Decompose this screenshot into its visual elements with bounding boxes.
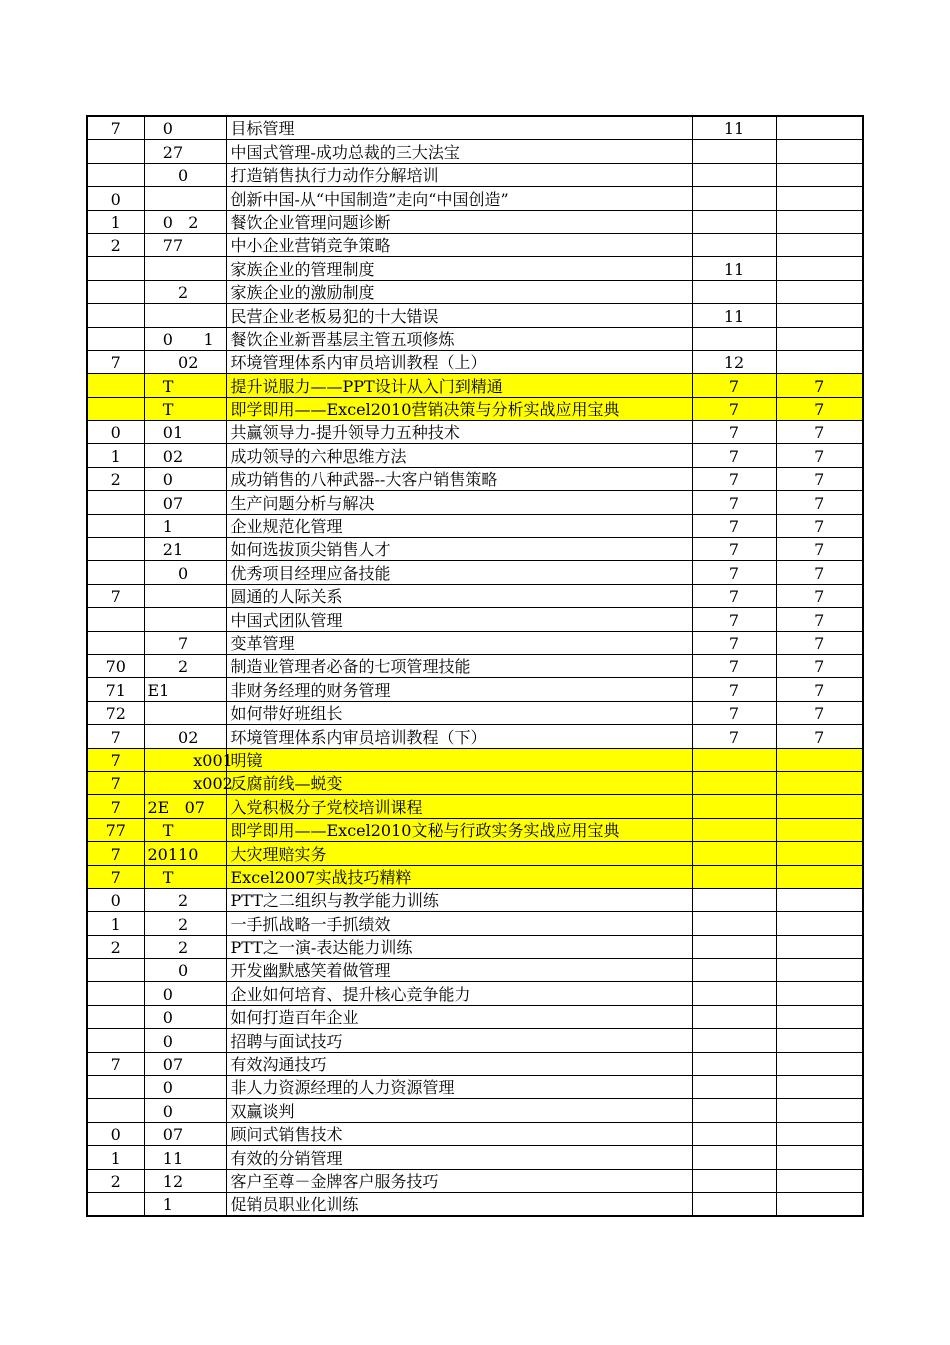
- course-title-cell[interactable]: 即学即用——Excel2010营销决策与分析实战应用宝典: [226, 397, 692, 420]
- course-title-cell[interactable]: 目标管理: [226, 116, 692, 140]
- col-a-cell[interactable]: [87, 257, 144, 280]
- table-row: [87, 701, 863, 724]
- table-row: [87, 654, 863, 677]
- table-row: [87, 608, 863, 631]
- table-body: [87, 116, 863, 1216]
- col-b-cell[interactable]: 2: [144, 280, 226, 303]
- col-b-cell[interactable]: 2: [144, 654, 226, 677]
- col-e-cell[interactable]: [776, 1076, 863, 1099]
- col-b-cell[interactable]: [144, 187, 226, 210]
- course-title-cell[interactable]: 民营企业老板易犯的十大错误: [226, 304, 692, 327]
- col-d-cell[interactable]: 7: [692, 538, 776, 561]
- course-title-cell[interactable]: 中国式团队管理: [226, 608, 692, 631]
- table-row: [87, 584, 863, 607]
- col-e-cell[interactable]: 7: [776, 631, 863, 654]
- col-d-cell[interactable]: 7: [692, 514, 776, 537]
- col-d-cell[interactable]: [692, 1192, 776, 1216]
- col-a-cell[interactable]: 2: [87, 467, 144, 490]
- col-d-cell[interactable]: 7: [692, 374, 776, 397]
- col-e-cell[interactable]: [776, 1122, 863, 1145]
- table-row: [87, 257, 863, 280]
- table-row: [87, 116, 863, 140]
- course-title-cell[interactable]: 打造销售执行力动作分解培训: [226, 163, 692, 186]
- col-e-cell[interactable]: 7: [776, 561, 863, 584]
- course-title-cell[interactable]: 双赢谈判: [226, 1099, 692, 1122]
- col-a-cell[interactable]: 7: [87, 584, 144, 607]
- col-e-cell[interactable]: [776, 1099, 863, 1122]
- col-d-cell[interactable]: 11: [692, 304, 776, 327]
- col-e-cell[interactable]: 7: [776, 421, 863, 444]
- course-title-cell[interactable]: 反腐前线—蜕变: [226, 771, 692, 794]
- course-title-cell[interactable]: 招聘与面试技巧: [226, 1029, 692, 1052]
- col-e-cell[interactable]: [776, 327, 863, 350]
- table-row: [87, 140, 863, 163]
- col-e-cell[interactable]: 7: [776, 397, 863, 420]
- col-e-cell[interactable]: [776, 280, 863, 303]
- col-d-cell[interactable]: [692, 935, 776, 958]
- col-a-cell[interactable]: 2: [87, 935, 144, 958]
- col-d-cell[interactable]: [692, 187, 776, 210]
- col-a-cell[interactable]: [87, 608, 144, 631]
- col-a-cell[interactable]: 7: [87, 748, 144, 771]
- col-d-cell[interactable]: 7: [692, 725, 776, 748]
- table-row: [87, 421, 863, 444]
- table-row: [87, 538, 863, 561]
- col-e-cell[interactable]: [776, 304, 863, 327]
- col-a-cell[interactable]: 7: [87, 795, 144, 818]
- course-title-cell[interactable]: 创新中国-从“中国制造”走向“中国创造”: [226, 187, 692, 210]
- col-e-cell[interactable]: [776, 1052, 863, 1075]
- col-d-cell[interactable]: 11: [692, 116, 776, 140]
- col-e-cell[interactable]: 7: [776, 725, 863, 748]
- col-a-cell[interactable]: 7: [87, 1052, 144, 1075]
- col-e-cell[interactable]: [776, 257, 863, 280]
- col-b-cell[interactable]: [144, 257, 226, 280]
- col-a-cell[interactable]: [87, 1029, 144, 1052]
- col-e-cell[interactable]: [776, 1169, 863, 1192]
- col-d-cell[interactable]: [692, 1146, 776, 1169]
- col-b-cell[interactable]: 2: [144, 912, 226, 935]
- col-d-cell[interactable]: [692, 795, 776, 818]
- col-b-cell[interactable]: T: [144, 865, 226, 888]
- col-b-cell[interactable]: 1: [144, 514, 226, 537]
- col-a-cell[interactable]: 0: [87, 888, 144, 911]
- table-row: [87, 1146, 863, 1169]
- col-d-cell[interactable]: [692, 748, 776, 771]
- col-a-cell[interactable]: 7: [87, 116, 144, 140]
- col-d-cell[interactable]: [692, 912, 776, 935]
- col-e-cell[interactable]: [776, 818, 863, 841]
- course-title-cell[interactable]: 圆通的人际关系: [226, 584, 692, 607]
- course-title-cell[interactable]: 餐饮企业新晋基层主管五项修炼: [226, 327, 692, 350]
- col-e-cell[interactable]: [776, 187, 863, 210]
- col-b-cell[interactable]: 12: [144, 1169, 226, 1192]
- col-d-cell[interactable]: [692, 1005, 776, 1028]
- col-e-cell[interactable]: 7: [776, 491, 863, 514]
- col-d-cell[interactable]: [692, 1122, 776, 1145]
- col-a-cell[interactable]: 1: [87, 444, 144, 467]
- col-e-cell[interactable]: [776, 842, 863, 865]
- col-b-cell[interactable]: 0: [144, 1076, 226, 1099]
- col-a-cell[interactable]: 2: [87, 233, 144, 256]
- table-row: [87, 935, 863, 958]
- col-e-cell[interactable]: [776, 140, 863, 163]
- col-a-cell[interactable]: 70: [87, 654, 144, 677]
- col-b-cell[interactable]: T: [144, 397, 226, 420]
- col-b-cell[interactable]: [144, 608, 226, 631]
- course-title-cell[interactable]: 中小企业营销竞争策略: [226, 233, 692, 256]
- col-e-cell[interactable]: 7: [776, 654, 863, 677]
- course-title-cell[interactable]: 有效的分销管理: [226, 1146, 692, 1169]
- col-e-cell[interactable]: [776, 1029, 863, 1052]
- table-row: [87, 327, 863, 350]
- table-row: [87, 959, 863, 982]
- table-row: [87, 748, 863, 771]
- col-b-cell[interactable]: x001: [144, 748, 226, 771]
- col-a-cell[interactable]: 0: [87, 421, 144, 444]
- table-row: [87, 865, 863, 888]
- table-row: [87, 163, 863, 186]
- col-a-cell[interactable]: 7: [87, 842, 144, 865]
- course-title-cell[interactable]: 开发幽默感笑着做管理: [226, 959, 692, 982]
- col-b-cell[interactable]: 2: [144, 935, 226, 958]
- course-title-cell[interactable]: 共赢领导力-提升领导力五种技术: [226, 421, 692, 444]
- course-title-cell[interactable]: 非人力资源经理的人力资源管理: [226, 1076, 692, 1099]
- table-row: [87, 888, 863, 911]
- table-row: [87, 467, 863, 490]
- course-title-cell[interactable]: 环境管理体系内审员培训教程（下）: [226, 725, 692, 748]
- col-a-cell[interactable]: 1: [87, 210, 144, 233]
- col-b-cell[interactable]: T: [144, 374, 226, 397]
- table-row: [87, 374, 863, 397]
- col-a-cell[interactable]: [87, 280, 144, 303]
- col-a-cell[interactable]: 7: [87, 771, 144, 794]
- col-a-cell[interactable]: 0: [87, 1122, 144, 1145]
- course-title-cell[interactable]: 促销员职业化训练: [226, 1192, 692, 1216]
- course-title-cell[interactable]: 餐饮企业管理问题诊断: [226, 210, 692, 233]
- col-e-cell[interactable]: 7: [776, 538, 863, 561]
- col-b-cell[interactable]: 0: [144, 1005, 226, 1028]
- course-title-cell[interactable]: Excel2007实战技巧精粹: [226, 865, 692, 888]
- col-b-cell[interactable]: 77: [144, 233, 226, 256]
- table-row: [87, 631, 863, 654]
- course-title-cell[interactable]: 明镜: [226, 748, 692, 771]
- col-b-cell[interactable]: 0: [144, 116, 226, 140]
- course-title-cell[interactable]: PTT之一演-表达能力训练: [226, 935, 692, 958]
- col-b-cell[interactable]: 02: [144, 444, 226, 467]
- course-title-cell[interactable]: 即学即用——Excel2010文秘与行政实务实战应用宝典: [226, 818, 692, 841]
- table-row: [87, 1099, 863, 1122]
- col-d-cell[interactable]: [692, 1169, 776, 1192]
- col-e-cell[interactable]: 7: [776, 374, 863, 397]
- table-row: [87, 982, 863, 1005]
- col-b-cell[interactable]: 0: [144, 982, 226, 1005]
- col-d-cell[interactable]: [692, 327, 776, 350]
- col-b-cell[interactable]: [144, 304, 226, 327]
- col-a-cell[interactable]: 0: [87, 187, 144, 210]
- col-d-cell[interactable]: [692, 982, 776, 1005]
- col-a-cell[interactable]: [87, 374, 144, 397]
- col-a-cell[interactable]: [87, 1076, 144, 1099]
- col-b-cell[interactable]: 02: [144, 350, 226, 373]
- col-d-cell[interactable]: 7: [692, 491, 776, 514]
- course-title-cell[interactable]: 如何打造百年企业: [226, 1005, 692, 1028]
- col-d-cell[interactable]: [692, 1052, 776, 1075]
- col-b-cell[interactable]: T: [144, 818, 226, 841]
- col-e-cell[interactable]: 7: [776, 514, 863, 537]
- course-title-cell[interactable]: 家族企业的管理制度: [226, 257, 692, 280]
- course-title-cell[interactable]: 如何选拔顶尖销售人才: [226, 538, 692, 561]
- table-row: [87, 1005, 863, 1028]
- col-a-cell[interactable]: [87, 1005, 144, 1028]
- col-b-cell[interactable]: 02: [144, 725, 226, 748]
- table-row: [87, 1169, 863, 1192]
- col-d-cell[interactable]: 11: [692, 257, 776, 280]
- course-title-cell[interactable]: 环境管理体系内审员培训教程（上）: [226, 350, 692, 373]
- col-d-cell[interactable]: [692, 771, 776, 794]
- col-b-cell[interactable]: 7: [144, 631, 226, 654]
- course-title-cell[interactable]: 入党积极分子党校培训课程: [226, 795, 692, 818]
- course-title-cell[interactable]: 提升说服力——PPT设计从入门到精通: [226, 374, 692, 397]
- col-d-cell[interactable]: 12: [692, 350, 776, 373]
- col-a-cell[interactable]: 77: [87, 818, 144, 841]
- col-e-cell[interactable]: [776, 935, 863, 958]
- course-title-cell[interactable]: 有效沟通技巧: [226, 1052, 692, 1075]
- col-a-cell[interactable]: [87, 959, 144, 982]
- table-row: [87, 187, 863, 210]
- col-b-cell[interactable]: 11: [144, 1146, 226, 1169]
- col-e-cell[interactable]: [776, 748, 863, 771]
- col-e-cell[interactable]: [776, 1146, 863, 1169]
- col-e-cell[interactable]: [776, 116, 863, 140]
- col-a-cell[interactable]: 1: [87, 1146, 144, 1169]
- col-d-cell[interactable]: 7: [692, 631, 776, 654]
- col-a-cell[interactable]: [87, 1192, 144, 1216]
- col-e-cell[interactable]: [776, 210, 863, 233]
- col-b-cell[interactable]: E1: [144, 678, 226, 701]
- col-e-cell[interactable]: 7: [776, 467, 863, 490]
- course-title-cell[interactable]: 大灾理赔实务: [226, 842, 692, 865]
- col-d-cell[interactable]: [692, 818, 776, 841]
- col-e-cell[interactable]: 7: [776, 678, 863, 701]
- course-title-cell[interactable]: 客户至尊－金牌客户服务技巧: [226, 1169, 692, 1192]
- col-e-cell[interactable]: 7: [776, 701, 863, 724]
- course-title-cell[interactable]: 顾问式销售技术: [226, 1122, 692, 1145]
- table-row: [87, 444, 863, 467]
- col-d-cell[interactable]: 7: [692, 654, 776, 677]
- col-e-cell[interactable]: [776, 1005, 863, 1028]
- table-row: [87, 491, 863, 514]
- table-row: [87, 514, 863, 537]
- course-title-cell[interactable]: 一手抓战略一手抓绩效: [226, 912, 692, 935]
- table-row: [87, 842, 863, 865]
- table-row: [87, 350, 863, 373]
- col-b-cell[interactable]: 21: [144, 538, 226, 561]
- course-title-cell[interactable]: 如何带好班组长: [226, 701, 692, 724]
- col-b-cell[interactable]: [144, 584, 226, 607]
- col-b-cell[interactable]: 07: [144, 491, 226, 514]
- col-a-cell[interactable]: [87, 631, 144, 654]
- col-d-cell[interactable]: [692, 233, 776, 256]
- col-d-cell[interactable]: [692, 1099, 776, 1122]
- table-row: [87, 561, 863, 584]
- table-row: [87, 1052, 863, 1075]
- col-b-cell[interactable]: x002: [144, 771, 226, 794]
- col-a-cell[interactable]: 7: [87, 865, 144, 888]
- col-a-cell[interactable]: 7: [87, 725, 144, 748]
- col-b-cell[interactable]: 27: [144, 140, 226, 163]
- course-title-cell[interactable]: 制造业管理者必备的七项管理技能: [226, 654, 692, 677]
- course-title-cell[interactable]: 优秀项目经理应备技能: [226, 561, 692, 584]
- col-e-cell[interactable]: 7: [776, 444, 863, 467]
- col-d-cell[interactable]: [692, 1029, 776, 1052]
- course-title-cell[interactable]: 成功领导的六种思维方法: [226, 444, 692, 467]
- col-b-cell[interactable]: 2E 07: [144, 795, 226, 818]
- col-a-cell[interactable]: [87, 304, 144, 327]
- col-e-cell[interactable]: [776, 163, 863, 186]
- col-a-cell[interactable]: 1: [87, 912, 144, 935]
- col-b-cell[interactable]: 0 2: [144, 210, 226, 233]
- col-a-cell[interactable]: 71: [87, 678, 144, 701]
- col-e-cell[interactable]: [776, 912, 863, 935]
- col-b-cell[interactable]: 20110: [144, 842, 226, 865]
- course-title-cell[interactable]: 家族企业的激励制度: [226, 280, 692, 303]
- course-title-cell[interactable]: PTT之二组织与教学能力训练: [226, 888, 692, 911]
- col-b-cell[interactable]: 0: [144, 561, 226, 584]
- col-e-cell[interactable]: [776, 350, 863, 373]
- course-title-cell[interactable]: 非财务经理的财务管理: [226, 678, 692, 701]
- col-a-cell[interactable]: [87, 327, 144, 350]
- col-d-cell[interactable]: 7: [692, 467, 776, 490]
- table-row: [87, 1029, 863, 1052]
- col-d-cell[interactable]: [692, 280, 776, 303]
- col-a-cell[interactable]: [87, 491, 144, 514]
- table-row: [87, 1076, 863, 1099]
- col-a-cell[interactable]: [87, 397, 144, 420]
- col-e-cell[interactable]: [776, 1192, 863, 1216]
- col-d-cell[interactable]: [692, 140, 776, 163]
- col-d-cell[interactable]: [692, 888, 776, 911]
- col-a-cell[interactable]: 7: [87, 350, 144, 373]
- table-row: [87, 795, 863, 818]
- col-b-cell[interactable]: 0 1: [144, 327, 226, 350]
- col-e-cell[interactable]: [776, 888, 863, 911]
- col-e-cell[interactable]: [776, 233, 863, 256]
- col-e-cell[interactable]: 7: [776, 608, 863, 631]
- col-b-cell[interactable]: 07: [144, 1052, 226, 1075]
- col-b-cell[interactable]: 0: [144, 467, 226, 490]
- table-row: [87, 233, 863, 256]
- col-d-cell[interactable]: 7: [692, 678, 776, 701]
- col-d-cell[interactable]: [692, 842, 776, 865]
- col-e-cell[interactable]: [776, 959, 863, 982]
- table-row: [87, 912, 863, 935]
- col-d-cell[interactable]: [692, 865, 776, 888]
- col-a-cell[interactable]: [87, 514, 144, 537]
- col-e-cell[interactable]: [776, 771, 863, 794]
- table-row: [87, 771, 863, 794]
- col-e-cell[interactable]: [776, 795, 863, 818]
- course-title-cell[interactable]: 企业如何培育、提升核心竞争能力: [226, 982, 692, 1005]
- table-row: [87, 280, 863, 303]
- col-d-cell[interactable]: [692, 1076, 776, 1099]
- col-b-cell[interactable]: 0: [144, 163, 226, 186]
- course-table: [86, 115, 864, 1217]
- col-b-cell[interactable]: 07: [144, 1122, 226, 1145]
- col-b-cell[interactable]: 0: [144, 1099, 226, 1122]
- col-a-cell[interactable]: [87, 561, 144, 584]
- col-e-cell[interactable]: [776, 865, 863, 888]
- table-row: [87, 818, 863, 841]
- col-a-cell[interactable]: [87, 1099, 144, 1122]
- course-title-cell[interactable]: 中国式管理-成功总裁的三大法宝: [226, 140, 692, 163]
- col-d-cell[interactable]: [692, 959, 776, 982]
- course-title-cell[interactable]: 成功销售的八种武器--大客户销售策略: [226, 467, 692, 490]
- col-b-cell[interactable]: 0: [144, 1029, 226, 1052]
- col-a-cell[interactable]: 72: [87, 701, 144, 724]
- col-b-cell[interactable]: [144, 701, 226, 724]
- col-d-cell[interactable]: 7: [692, 584, 776, 607]
- col-d-cell[interactable]: [692, 210, 776, 233]
- col-d-cell[interactable]: 7: [692, 608, 776, 631]
- table-row: [87, 725, 863, 748]
- col-d-cell[interactable]: 7: [692, 444, 776, 467]
- table-row: [87, 1192, 863, 1216]
- col-d-cell[interactable]: [692, 163, 776, 186]
- col-d-cell[interactable]: 7: [692, 397, 776, 420]
- table-row: [87, 210, 863, 233]
- col-b-cell[interactable]: 1: [144, 1192, 226, 1216]
- table-row: [87, 678, 863, 701]
- col-e-cell[interactable]: 7: [776, 584, 863, 607]
- col-d-cell[interactable]: 7: [692, 701, 776, 724]
- col-d-cell[interactable]: 7: [692, 421, 776, 444]
- table-row: [87, 304, 863, 327]
- col-a-cell[interactable]: [87, 163, 144, 186]
- col-b-cell[interactable]: 0: [144, 959, 226, 982]
- col-b-cell[interactable]: 2: [144, 888, 226, 911]
- course-title-cell[interactable]: 变革管理: [226, 631, 692, 654]
- col-a-cell[interactable]: 2: [87, 1169, 144, 1192]
- col-b-cell[interactable]: 01: [144, 421, 226, 444]
- col-a-cell[interactable]: [87, 982, 144, 1005]
- spreadsheet: [86, 115, 862, 1217]
- table-row: [87, 1122, 863, 1145]
- course-title-cell[interactable]: 企业规范化管理: [226, 514, 692, 537]
- col-d-cell[interactable]: 7: [692, 561, 776, 584]
- table-row: [87, 397, 863, 420]
- col-a-cell[interactable]: [87, 140, 144, 163]
- course-title-cell[interactable]: 生产问题分析与解决: [226, 491, 692, 514]
- col-a-cell[interactable]: [87, 538, 144, 561]
- col-e-cell[interactable]: [776, 982, 863, 1005]
